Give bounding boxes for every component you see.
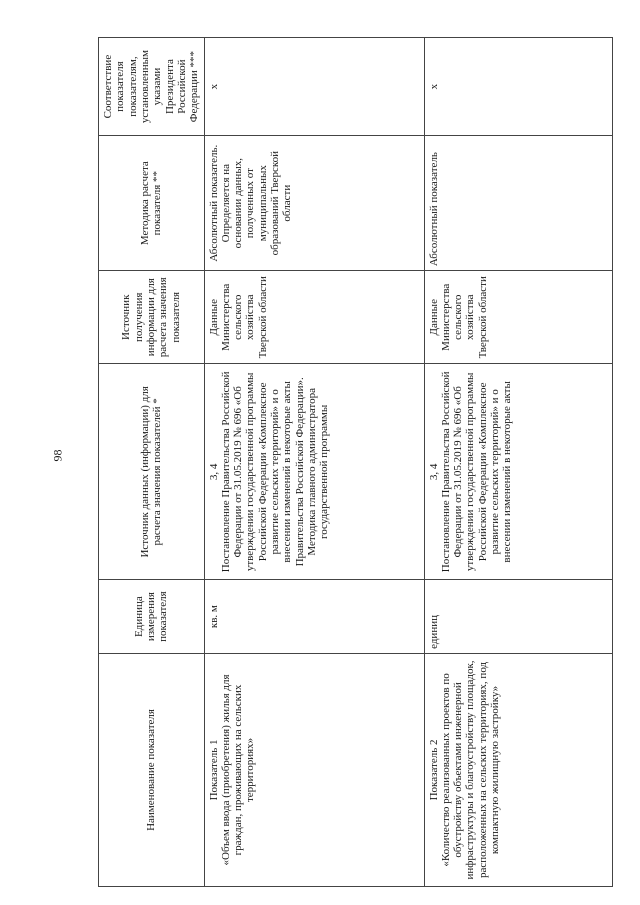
info-source-cell: Данные Министерства сельского хозяйства Тверской области (204, 271, 424, 364)
table-row (424, 38, 612, 887)
header-cell: Наименование показателя (99, 653, 205, 886)
info-source-cell: Данные Министерства сельского хозяйства Тверской области (424, 271, 612, 364)
indicator-table-container (98, 37, 606, 887)
data-source-cell (424, 364, 612, 580)
unit-cell: кв. м (204, 580, 424, 654)
table-header-row (99, 38, 205, 887)
source-text: Постановление Правительства Российской Федерации от 31.05.2019 № 696 «Об утверждении государственной программы Российской Федерации «Комплексное развитие сельских территорий» и о внесении изменений в некоторые акты (439, 371, 514, 573)
header-cell: Единица измерения показателя (99, 580, 205, 654)
indicator-description: «Объем ввода (приобретения) жилья для граждан, проживающих на сельских территориях» (219, 674, 257, 866)
header-cell: Методика расчета показателя ** (99, 136, 205, 271)
indicator-title: Показатель 1 (207, 739, 220, 801)
compliance-cell: х (204, 38, 424, 136)
source-reference: 3, 4 (427, 463, 440, 481)
compliance-cell: х (424, 38, 612, 136)
indicator-title: Показатель 2 (427, 739, 440, 801)
header-cell: Соответствие показателя показателям, установленным указами Президента Российской Федерации *** (99, 38, 205, 136)
table-row (204, 38, 424, 887)
unit-cell: единиц (424, 580, 612, 654)
page-number: 98 (50, 449, 65, 462)
method-cell: Абсолютный показатель (424, 136, 612, 271)
indicator-description: «Количество реализованных проектов по обустройству объектами инженерной инфраструктуры и благоустройству площадок, расположенных на сельских территориях, под компактную жилищную застройку» (439, 660, 502, 880)
data-source-cell (204, 364, 424, 580)
header-cell: Источник получения информации для расчета значения показателя (99, 271, 205, 364)
source-reference: 3, 4 (207, 463, 220, 481)
indicator-name-cell (204, 653, 424, 886)
header-cell: Источник данных (информации) для расчета значения показателей * (99, 364, 205, 580)
indicator-table (98, 37, 613, 887)
method-cell: Абсолютный показатель. Определяется на основании данных, полученных от муниципальных образований Тверской области (204, 136, 424, 271)
indicator-name-cell (424, 653, 612, 886)
source-text: Постановление Правительства Российской Федерации от 31.05.2019 № 696 «Об утверждении государственной программы Российской Федерации «Комплексное развитие сельских территорий» и о внесении изменений в некоторые акты Правительства Российской Федерации». Методика главного администратора государственной программы (219, 371, 331, 573)
